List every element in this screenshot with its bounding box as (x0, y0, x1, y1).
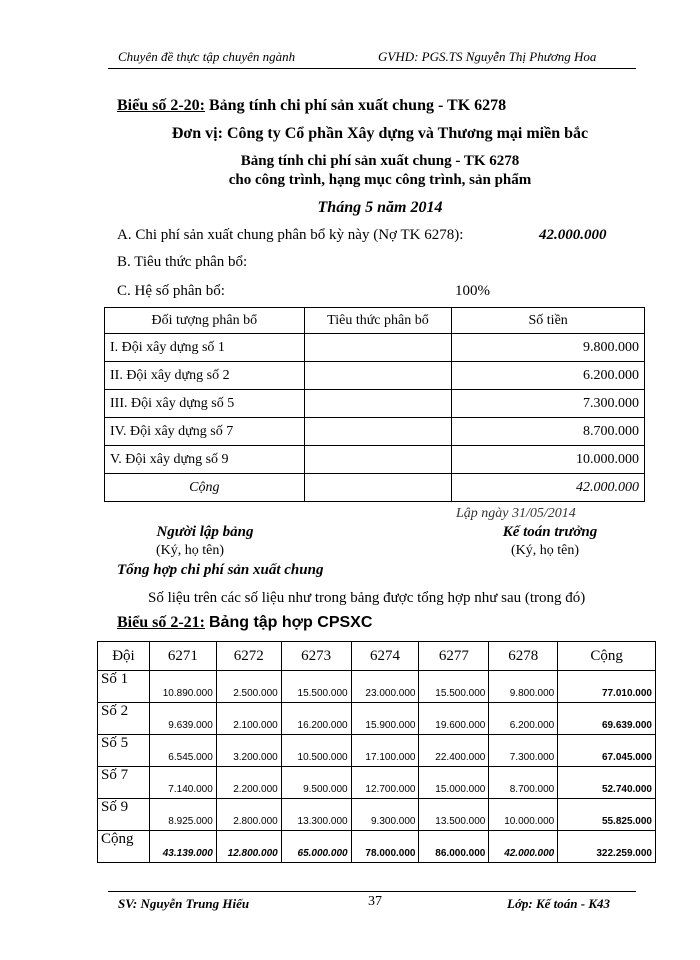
cell-value: 15.500.000 (281, 671, 351, 703)
row-total: 55.825.000 (558, 799, 656, 831)
row-object: II. Đội xây dựng số 2 (105, 362, 305, 390)
row-criteria (304, 418, 452, 446)
cell-value: 9.500.000 (281, 767, 351, 799)
cell-value: 15.900.000 (351, 703, 419, 735)
header-rule (108, 68, 636, 69)
cell-value: 15.500.000 (419, 671, 489, 703)
table-row (105, 362, 645, 390)
cell-value: 10.500.000 (281, 735, 351, 767)
line-c: C. Hệ số phân bổ: (117, 283, 225, 299)
grand-total: 322.259.000 (558, 831, 656, 863)
cell-value: 19.600.000 (419, 703, 489, 735)
footer-class: Lớp: Kế toán - K43 (507, 896, 611, 911)
table-row (98, 735, 656, 767)
footer-page-number: 37 (368, 894, 382, 909)
cell-value: 7.300.000 (489, 735, 558, 767)
team-label: Số 1 (98, 671, 150, 703)
table-row (105, 390, 645, 418)
total-label: Cộng (105, 474, 305, 502)
cell-value: 2.200.000 (216, 767, 281, 799)
line-c-value: 100% (455, 283, 490, 299)
company-unit: Đơn vị: Công ty Cổ phần Xây dựng và Thương mại miền bắc (171, 125, 589, 142)
row-total: 67.045.000 (558, 735, 656, 767)
total-row (105, 474, 645, 502)
summary-heading: Tổng hợp chi phí sản xuất chung (117, 562, 324, 578)
cell-value: 23.000.000 (351, 671, 419, 703)
accountant-title: Kế toán trưởng (502, 524, 598, 540)
row-amount: 8.700.000 (452, 418, 645, 446)
table-row (98, 703, 656, 735)
footer-rule (108, 891, 636, 892)
cell-value: 10.890.000 (149, 671, 216, 703)
col-header: Số tiền (452, 308, 645, 334)
cell-value: 2.500.000 (216, 671, 281, 703)
total-label: Cộng (98, 831, 150, 863)
section2-title: Bảng tập hợp CPSXC (209, 614, 373, 631)
row-amount: 6.200.000 (452, 362, 645, 390)
row-total: 69.639.000 (558, 703, 656, 735)
team-label: Số 2 (98, 703, 150, 735)
row-object: III. Đội xây dựng số 5 (105, 390, 305, 418)
total-row (98, 831, 656, 863)
table-row (105, 334, 645, 362)
col-header: Cộng (558, 642, 656, 671)
col-header: Đối tượng phân bổ (105, 308, 305, 334)
cell-value: 2.800.000 (216, 799, 281, 831)
cell-value: 6.200.000 (489, 703, 558, 735)
col-header: Đội (98, 642, 150, 671)
section1-title: Bảng tính chi phí sản xuất chung - TK 6278 (209, 97, 507, 114)
line-a: A. Chi phí sản xuất chung phân bổ kỳ này (Nợ TK 6278): (117, 227, 464, 243)
cell-value: 6.545.000 (149, 735, 216, 767)
section2-label: Biểu số 2-21: (117, 614, 205, 631)
date-line: Lập ngày 31/05/2014 (456, 506, 576, 521)
col-header: 6274 (351, 642, 419, 671)
footer-student: SV: Nguyễn Trung Hiếu (118, 896, 250, 911)
preparer-sign: (Ký, họ tên) (155, 543, 225, 558)
table-title-2: cho công trình, hạng mục công trình, sản phẩm (228, 172, 532, 188)
section2-heading (117, 614, 372, 632)
col-header: 6273 (281, 642, 351, 671)
cell-value: 12.700.000 (351, 767, 419, 799)
cpsxc-header-row (98, 642, 656, 671)
row-criteria (304, 446, 452, 474)
cell-value: 2.100.000 (216, 703, 281, 735)
cell-value: 9.800.000 (489, 671, 558, 703)
month-label: Tháng 5 năm 2014 (317, 199, 443, 216)
row-criteria (304, 334, 452, 362)
row-object: I. Đội xây dựng số 1 (105, 334, 305, 362)
col-header: 6277 (419, 642, 489, 671)
allocation-header-row (105, 308, 645, 334)
table-row (105, 418, 645, 446)
table-row (98, 799, 656, 831)
accountant-sign: (Ký, họ tên) (510, 543, 580, 558)
table-row (98, 671, 656, 703)
column-total: 43.139.000 (149, 831, 216, 863)
line-a-value: 42.000.000 (539, 227, 607, 243)
row-amount: 7.300.000 (452, 390, 645, 418)
cell-value: 13.300.000 (281, 799, 351, 831)
column-total: 86.000.000 (419, 831, 489, 863)
cell-value: 7.140.000 (149, 767, 216, 799)
team-label: Số 5 (98, 735, 150, 767)
cell-value: 10.000.000 (489, 799, 558, 831)
cell-value: 15.000.000 (419, 767, 489, 799)
column-total: 78.000.000 (351, 831, 419, 863)
col-header: 6271 (149, 642, 216, 671)
preparer-title: Người lập bảng (156, 524, 254, 540)
cell-value: 9.300.000 (351, 799, 419, 831)
row-object: V. Đội xây dựng số 9 (105, 446, 305, 474)
summary-text: Số liệu trên các số liệu như trong bảng được tổng hợp như sau (trong đó) (148, 590, 586, 606)
row-criteria (304, 362, 452, 390)
row-criteria (304, 390, 452, 418)
column-total: 65.000.000 (281, 831, 351, 863)
table-row (98, 767, 656, 799)
row-amount: 9.800.000 (452, 334, 645, 362)
line-b: B. Tiêu thức phân bổ: (117, 254, 248, 270)
cpsxc-table (97, 641, 656, 863)
total-amount: 42.000.000 (452, 474, 645, 502)
cell-value: 3.200.000 (216, 735, 281, 767)
row-total: 52.740.000 (558, 767, 656, 799)
total-criteria (304, 474, 452, 502)
cell-value: 8.925.000 (149, 799, 216, 831)
row-total: 77.010.000 (558, 671, 656, 703)
col-header: Tiêu thức phân bổ (304, 308, 452, 334)
cell-value: 16.200.000 (281, 703, 351, 735)
section1-heading (117, 97, 506, 115)
table-row (105, 446, 645, 474)
header-left: Chuyên đề thực tập chuyên ngành (118, 49, 296, 64)
column-total: 12.800.000 (216, 831, 281, 863)
cell-value: 17.100.000 (351, 735, 419, 767)
team-label: Số 7 (98, 767, 150, 799)
row-object: IV. Đội xây dựng số 7 (105, 418, 305, 446)
col-header: 6278 (489, 642, 558, 671)
team-label: Số 9 (98, 799, 150, 831)
cell-value: 22.400.000 (419, 735, 489, 767)
column-total: 42.000.000 (489, 831, 558, 863)
table-title-1: Bảng tính chi phí sản xuất chung - TK 6278 (240, 153, 520, 169)
section1-label: Biểu số 2-20: (117, 97, 205, 114)
cell-value: 13.500.000 (419, 799, 489, 831)
cell-value: 9.639.000 (149, 703, 216, 735)
col-header: 6272 (216, 642, 281, 671)
header-right: GVHD: PGS.TS Nguyễn Thị Phương Hoa (378, 49, 597, 64)
cell-value: 8.700.000 (489, 767, 558, 799)
row-amount: 10.000.000 (452, 446, 645, 474)
allocation-table (104, 307, 645, 502)
